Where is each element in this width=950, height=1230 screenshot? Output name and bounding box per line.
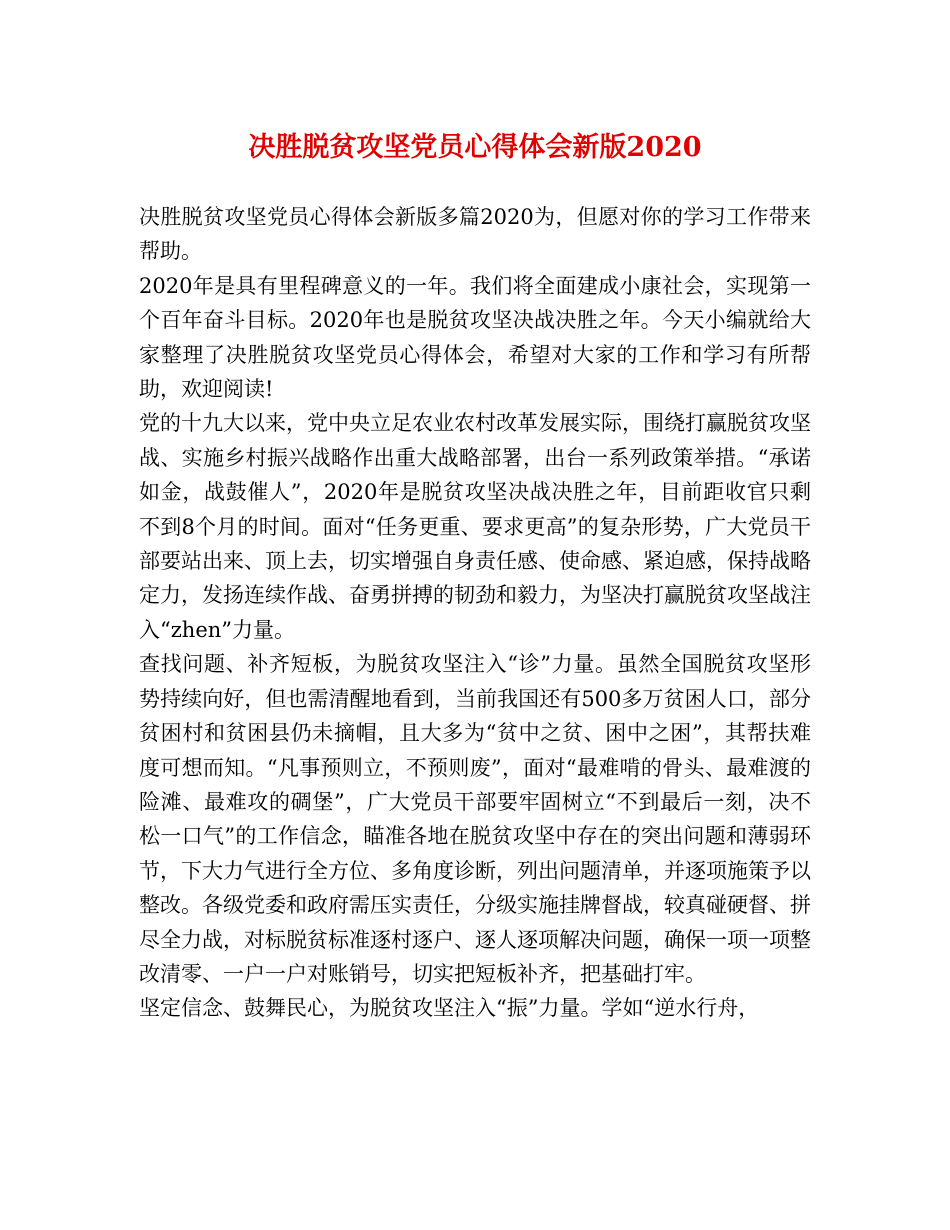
paragraph-2020-milestone: 2020年是具有里程碑意义的一年。我们将全面建成小康社会，实现第一个百年奋斗目标。2020年也是脱贫攻坚决战决胜之年。今天小编就给大家整理了决胜脱贫攻坚党员心得体会，希望对大家的工作和学习有所帮助，欢迎阅读! xyxy=(139,273,811,402)
document-body xyxy=(139,200,811,1026)
document-title: 决胜脱贫攻坚党员心得体会新版2020 xyxy=(248,132,702,163)
paragraph-inspire: 坚定信念、鼓舞民心，为脱贫攻坚注入“振”力量。学如“逆水行舟， xyxy=(139,996,760,1021)
paragraph-diagnose: 查找问题、补齐短板，为脱贫攻坚注入“诊”力量。虽然全国脱贫攻坚形势持续向好，但也需清醒地看到，当前我国还有500多万贫困人口，部分贫困村和贫困县仍未摘帽，且大多为“贫中之贫、困中之困”，其帮扶难度可想而知。“凡事预则立，不预则废”，面对“最难啃的骨头、最难渡的险滩、最难攻的碉堡”，广大党员干部要牢固树立“不到最后一刻，决不松一口气”的工作信念，瞄准各地在脱贫攻坚中存在的突出问题和薄弱环节，下大力气进行全方位、多角度诊断，列出问题清单，并逐项施策予以整改。各级党委和政府需压实责任，分级实施挂牌督战，较真碰硬督、拼尽全力战，对标脱贫标准逐村逐户、逐人逐项解决问题，确保一项一项整改清零、一户一户对账销号，切实把短板补齐，把基础打牢。 xyxy=(139,652,811,986)
paragraph-party-congress: 党的十九大以来，党中央立足农业农村改革发展实际，围绕打赢脱贫攻坚战、实施乡村振兴战略作出重大战略部署，出台一系列政策举措。“承诺如金，战鼓催人”，2020年是脱贫攻坚决战决胜之年，目前距收官只剩不到8个月的时间。面对“任务更重、要求更高”的复杂形势，广大党员干部要站出来、顶上去，切实增强自身责任感、使命感、紧迫感，保持战略定力，发扬连续作战、奋勇拼搏的韧劲和毅力，为坚决打赢脱贫攻坚战注入“zhen”力量。 xyxy=(139,411,811,642)
paragraph-intro: 决胜脱贫攻坚党员心得体会新版多篇2020为，但愿对你的学习工作带来帮助。 xyxy=(139,205,811,264)
